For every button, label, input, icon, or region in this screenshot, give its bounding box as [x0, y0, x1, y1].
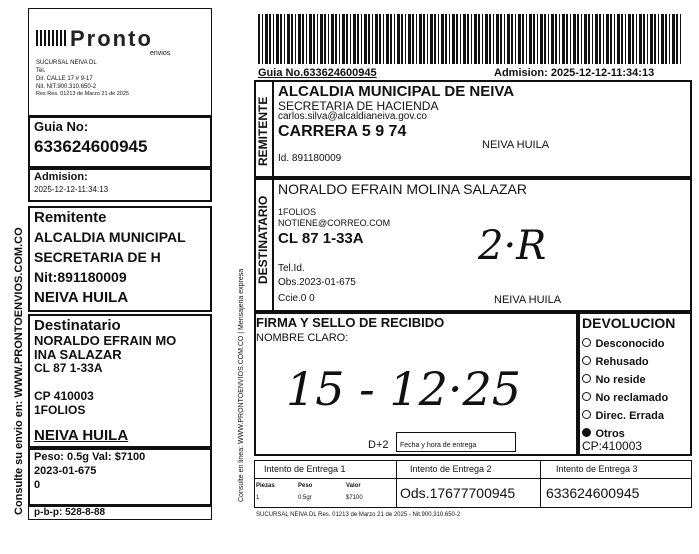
dest-ccie: Ccie.0 0 [278, 293, 315, 304]
stub-fecha: 2023-01-675 [34, 465, 97, 477]
main-vertical-text: Consulte en linea: WWW.PRONTOENVIOS.COM.CO | Mensajeria expresa [238, 268, 245, 502]
firma-title: FIRMA Y SELLO DE RECIBIDO [256, 315, 445, 330]
stub-guia-label: Guia No: [34, 119, 89, 134]
radio-icon [582, 374, 591, 383]
dest-line4: CL 87 1-33A [278, 230, 364, 247]
stub-destinatario-label: Destinatario [34, 317, 121, 334]
rem-id: Id. 891180009 [278, 153, 342, 164]
stub-guia-number: 633624600945 [34, 137, 148, 156]
remitente-divider [272, 80, 274, 178]
stub-destinatario-line3: CL 87 1-33A [34, 361, 103, 375]
stub-vertical-text: Consulte su envio en: WWW.PRONTOENVIOS.COM.CO [13, 227, 25, 515]
peso-label: Valor [346, 483, 361, 489]
stub-tel: Tel. [36, 68, 46, 74]
devolucion-title: DEVOLUCION [582, 315, 676, 331]
remitente-tag: REMITENTE [256, 96, 270, 166]
rem-line3: carlos.silva@alcaldianeiva.gov.co [278, 111, 427, 122]
intentos-hline [254, 478, 692, 479]
stub-branch: SUCURSAL NEIVA DL [36, 60, 97, 66]
stub-zero: 0 [34, 479, 41, 491]
devolucion-option[interactable]: No reclamado [582, 388, 668, 406]
stub-pbp: p-b-p: 528-8-88 [34, 507, 106, 518]
stub-destinatario-line2: INA SALAZAR [34, 347, 122, 362]
dest-tel: Tel.Id. [278, 263, 305, 274]
stub-remitente-city: NEIVA HUILA [34, 289, 129, 306]
dest-line2: 1FOLIOS [278, 207, 317, 217]
logo-sub: envios [150, 50, 171, 57]
radio-icon [582, 338, 591, 347]
stub-destinatario-folios: 1FOLIOS [34, 403, 86, 417]
admision-header: Admision: 2025-12-12-11:34:13 [494, 67, 655, 79]
rem-city: NEIVA HUILA [482, 139, 550, 151]
dest-line3: NOTIENE@CORREO.COM [278, 218, 391, 228]
stub-admision-label: Admision: [34, 171, 88, 183]
devolucion-option[interactable]: Rehusado [582, 352, 649, 370]
rem-line1: ALCALDIA MUNICIPAL DE NEIVA [278, 83, 515, 100]
stub-remitente-label: Remitente [34, 209, 107, 226]
fecha-hora: Fecha y hora de entrega [400, 442, 477, 449]
peso-value: $7100 [346, 495, 363, 501]
stub-dir: Dir. CALLE 17 # 9-17 [36, 76, 93, 82]
stub-destinatario-city: NEIVA HUILA [34, 427, 129, 444]
destinatario-divider [272, 178, 274, 312]
stub-nit: Nit. NIT.900.310.650-2 [36, 84, 97, 90]
stub-remitente-nit: Nit:891180009 [34, 269, 127, 285]
stub-destinatario-line1: NORALDO EFRAIN MO [34, 333, 177, 348]
barcode [258, 14, 682, 64]
dest-handwriting: 2·R [478, 223, 547, 269]
logo-stripes [36, 30, 68, 46]
footer: SUCURSAL NEIVA DL Res. 01213 de Marzo 21 de 2025 - Nit.900.310.650-2 [256, 512, 461, 518]
radio-icon [582, 356, 591, 365]
d2: D+2 [368, 439, 389, 451]
nombre-claro: NOMBRE CLARO: [256, 332, 349, 344]
stub-remitente-line2: SECRETARIA DE H [34, 249, 161, 265]
intento-1: Intento de Entrega 1 [264, 464, 346, 474]
guia-header: Guia No.633624600945 [258, 67, 377, 79]
peso-label: Peso [298, 483, 313, 489]
intentos-divider-2 [540, 460, 541, 508]
stub-res: Res Res. 01213 de Marzo 21 de 2025 [36, 91, 129, 97]
stub-remitente-line1: ALCALDIA MUNICIPAL [34, 229, 186, 245]
rem-line2: SECRETARIA DE HACIENDA [278, 99, 439, 113]
peso-label: Piezas [256, 483, 275, 489]
rem-line4: CARRERA 5 9 74 [278, 123, 407, 140]
dest-obs: Obs.2023-01-675 [278, 277, 356, 288]
destinatario-tag: DESTINATARIO [256, 195, 270, 284]
stub-admision-value: 2025-12-12-11:34:13 [34, 185, 109, 194]
devolucion-cp: CP:410003 [582, 439, 643, 453]
obs-number: Ods.17677700945 [400, 485, 516, 501]
peso-value: 0.5gr [298, 495, 312, 501]
radio-icon [582, 410, 591, 419]
devolucion-option[interactable]: Desconocido [582, 334, 665, 352]
devolucion-option-selected[interactable]: Otros [582, 424, 625, 442]
logo-text: Pronto [70, 26, 153, 51]
dest-city: NEIVA HUILA [494, 294, 562, 306]
peso-value: 1 [256, 495, 260, 501]
intento-3: Intento de Entrega 3 [556, 464, 638, 474]
intento-2: Intento de Entrega 2 [410, 464, 492, 474]
radio-icon [582, 392, 591, 401]
dest-line1: NORALDO EFRAIN MOLINA SALAZAR [278, 181, 527, 197]
stub-destinatario-cp: CP 410003 [34, 389, 94, 403]
stub-peso: Peso: 0.5g Val: $7100 [34, 451, 146, 463]
guia-number-box: 633624600945 [546, 485, 640, 501]
intentos-divider-1 [396, 460, 397, 508]
radio-filled-icon [582, 428, 591, 437]
devolucion-option[interactable]: No reside [582, 370, 646, 388]
firma-handwriting: 15 - 12·25 [286, 362, 522, 416]
devolucion-option[interactable]: Direc. Errada [582, 406, 664, 424]
